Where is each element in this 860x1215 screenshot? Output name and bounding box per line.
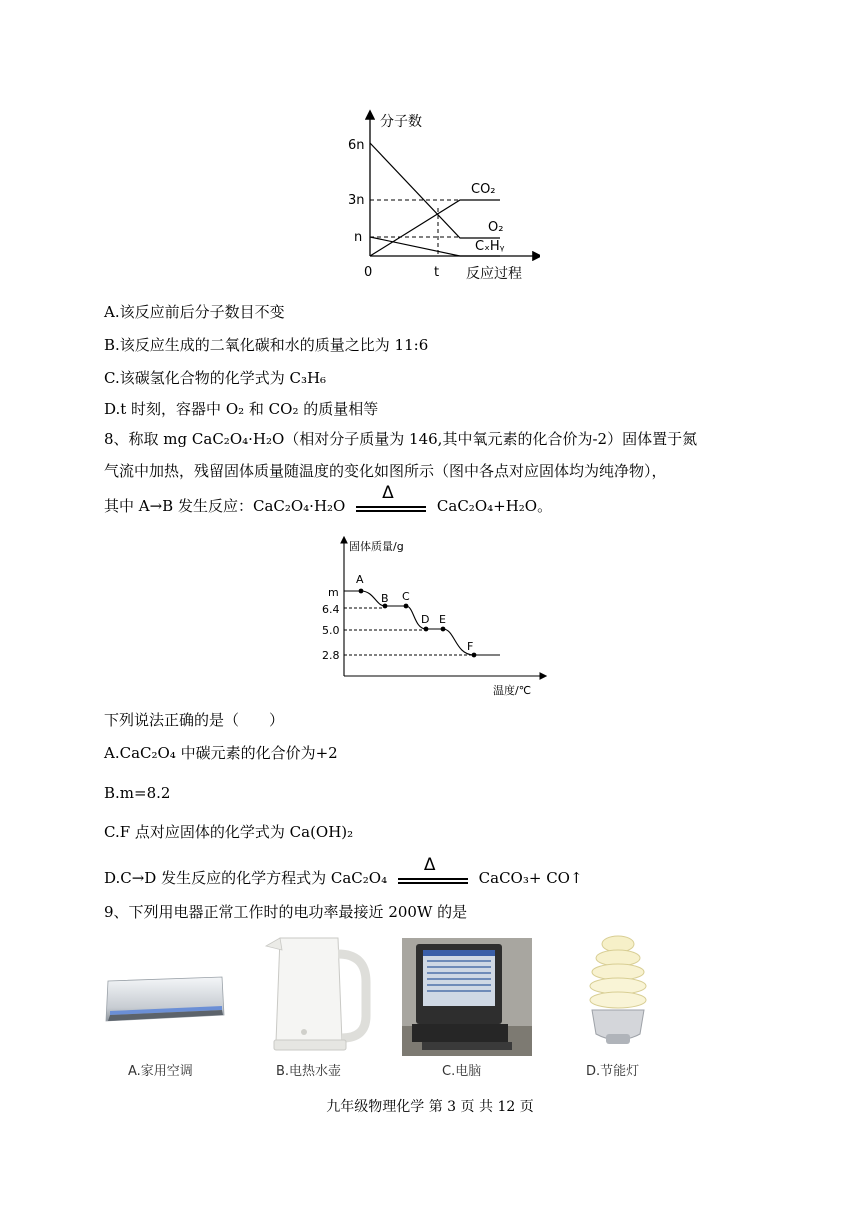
graph1-tick-t: t <box>434 265 440 280</box>
graph1-tick-n: n <box>354 230 363 245</box>
caption-a: A.家用空调 <box>128 1064 193 1079</box>
point-a <box>359 589 364 594</box>
point-c-label: C <box>402 590 410 603</box>
q8-option-b: B.m=8.2 <box>104 784 171 802</box>
q8-option-a: A.CaC₂O₄ 中碳元素的化合价为+2 <box>104 744 338 762</box>
heating-equals-sign <box>356 483 426 515</box>
point-c <box>404 604 409 609</box>
graph1-o2-label: O₂ <box>488 220 504 235</box>
graph1-tick-6n: 6n <box>348 138 365 153</box>
q8-stem-line1: 8、称取 mg CaC₂O₄·H₂O（相对分子质量为 146,其中氧元素的化合价为-2）固体置于氮 <box>104 430 698 448</box>
q9-stem: 9、下列用电器正常工作时的电功率最接近 200W 的是 <box>104 903 468 921</box>
graph1-origin: 0 <box>364 265 373 280</box>
graph1-cxhy-label: CₓHᵧ <box>475 239 505 254</box>
graph2-tick-2.8: 2.8 <box>322 649 340 662</box>
point-f-label: F <box>467 640 474 653</box>
graph2-x-label: 温度/℃ <box>493 684 532 697</box>
point-e-label: E <box>439 613 446 626</box>
q7-option-a: A.该反应前后分子数目不变 <box>104 303 285 321</box>
solid-mass-graph <box>300 532 550 700</box>
graph1-tick-3n: 3n <box>348 193 365 208</box>
q8-reaction-product: CaC₂O₄+H₂O。 <box>436 497 553 515</box>
q8-stem-line2: 气流中加热，残留固体质量随温度的变化如图所示（图中各点对应固体均为纯净物）， <box>104 462 667 480</box>
heating-equals-sign <box>398 855 468 887</box>
air-conditioner-image <box>104 975 226 1027</box>
q8-option-c: C.F 点对应固体的化学式为 Ca(OH)₂ <box>104 823 354 841</box>
q8-prompt: 下列说法正确的是（ ） <box>104 711 285 729</box>
point-d-label: D <box>421 613 430 626</box>
delta-symbol: Δ <box>382 483 394 503</box>
point-e <box>441 627 446 632</box>
graph1-co2-label: CO₂ <box>471 182 496 197</box>
molecule-count-graph <box>340 104 540 284</box>
q8-option-d-reactant: D.C→D 发生反应的化学方程式为 CaC₂O₄ <box>104 869 388 887</box>
desktop-computer-image <box>402 938 532 1056</box>
caption-b: B.电热水壶 <box>276 1064 342 1079</box>
delta-symbol: Δ <box>423 855 436 875</box>
energy-saving-bulb-image <box>578 930 658 1048</box>
point-b-label: B <box>381 592 389 605</box>
q7-option-d: D.t 时刻，容器中 O₂ 和 CO₂ 的质量相等 <box>104 400 379 418</box>
point-f <box>472 653 477 658</box>
page-footer: 九年级物理化学 第 3 页 共 12 页 <box>326 1099 534 1115</box>
q8-stem-line3 <box>104 483 553 516</box>
graph2-tick-6.4: 6.4 <box>322 603 340 616</box>
q8-option-d <box>104 855 583 888</box>
q8-option-d-product: CaCO₃+ CO↑ <box>478 869 583 887</box>
point-d <box>424 627 429 632</box>
graph2-tick-m: m <box>328 586 339 599</box>
graph2-tick-5.0: 5.0 <box>322 624 340 637</box>
graph1-y-label: 分子数 <box>380 114 422 130</box>
caption-c: C.电脑 <box>442 1064 482 1079</box>
caption-d: D.节能灯 <box>586 1064 640 1079</box>
q7-option-b: B.该反应生成的二氧化碳和水的质量之比为 11:6 <box>104 336 429 354</box>
graph1-x-label: 反应过程 <box>466 266 522 282</box>
q7-option-c: C.该碳氢化合物的化学式为 C₃H₆ <box>104 369 327 387</box>
point-a-label: A <box>356 573 364 586</box>
q8-reaction-reactant: 其中 A→B 发生反应：CaC₂O₄·H₂O <box>104 497 346 515</box>
graph2-y-label: 固体质量/g <box>349 540 404 553</box>
electric-kettle-image <box>262 930 372 1055</box>
